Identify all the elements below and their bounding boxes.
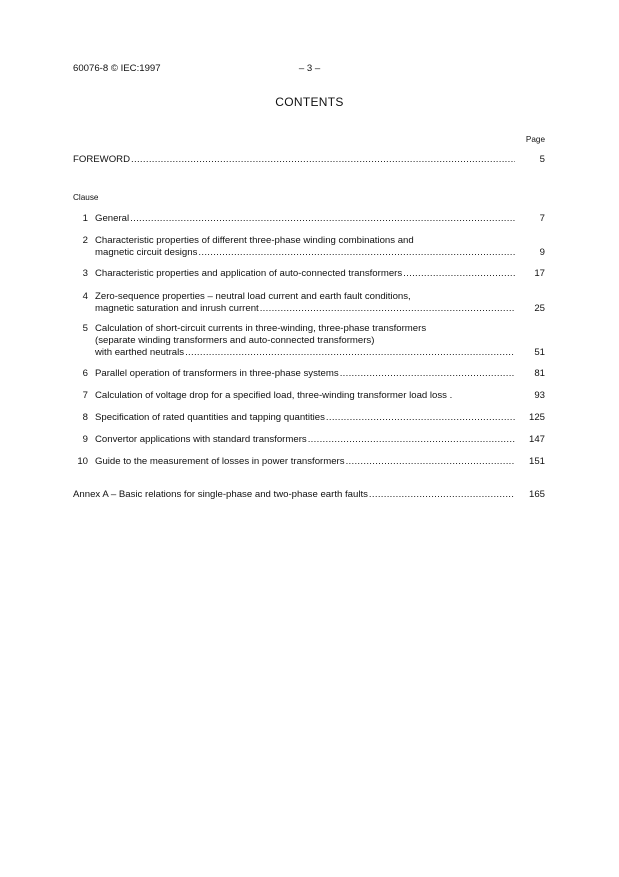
dot-leader [326,412,515,424]
toc-page-number: 25 [534,303,545,314]
toc-page-number: 93 [534,390,545,401]
clause-number: 1 [82,213,88,224]
toc-entry-title-line: with earthed neutrals [95,347,185,358]
page-number: – 3 – [298,63,321,74]
toc-entry-title-line: magnetic saturation and inrush current [95,303,259,314]
document-id: 60076-8 © IEC:1997 [73,63,161,74]
dot-leader [185,347,515,359]
dot-leader [369,489,515,501]
clause-number: 5 [82,323,88,334]
clause-number: 3 [82,268,88,279]
toc-page-number: 147 [528,434,545,445]
clause-number: 7 [82,390,88,401]
toc-page-number: 165 [528,489,545,500]
toc-entry-title: Parallel operation of transformers in three-phase systems [95,368,339,379]
toc-entry-title-line: Characteristic properties of different three-phase winding combinations and [95,235,414,246]
toc-entry-title: Specification of rated quantities and tapping quantities [95,412,325,423]
toc-page-number: 125 [528,412,545,423]
toc-page-number: 7 [539,213,545,224]
dot-leader [308,434,515,446]
toc-entry-title-line: Zero-sequence properties – neutral load current and earth fault conditions, [95,291,411,302]
toc-page-number: 5 [539,154,545,165]
toc-page-number: 17 [534,268,545,279]
toc-entry-title-line: Calculation of short-circuit currents in three-winding, three-phase transformers [95,323,427,334]
clause-column-label: Clause [73,193,99,202]
toc-entry-title: Calculation of voltage drop for a specified load, three-winding transformer load loss . [95,390,453,401]
dot-leader [260,303,515,315]
clause-number: 8 [82,412,88,423]
dot-leader [131,154,515,166]
dot-leader [340,368,515,380]
toc-entry-title-line: magnetic circuit designs [95,247,198,258]
clause-number: 4 [82,291,88,302]
dot-leader [198,247,515,259]
toc-entry-title-line: (separate winding transformers and auto-connected transformers) [95,335,375,346]
clause-number: 2 [82,235,88,246]
toc-page-number: 9 [539,247,545,258]
toc-entry-title: General [95,213,130,224]
toc-entry-title: Convertor applications with standard transformers [95,434,307,445]
dot-leader [130,213,515,225]
toc-entry-title: Characteristic properties and application of auto-connected transformers [95,268,403,279]
dot-leader [403,268,515,280]
clause-number: 6 [82,368,88,379]
toc-entry-title: FOREWORD [73,154,131,165]
toc-entry-title: Guide to the measurement of losses in power transformers [95,456,345,467]
toc-entry-title: Annex A – Basic relations for single-phase and two-phase earth faults [73,489,368,500]
clause-number: 10 [77,456,88,467]
toc-page-number: 151 [528,456,545,467]
dot-leader [346,456,515,468]
toc-page-number: 51 [534,347,545,358]
page-column-label: Page [525,135,545,144]
page-title: CONTENTS [275,95,344,109]
toc-page-number: 81 [534,368,545,379]
clause-number: 9 [82,434,88,445]
